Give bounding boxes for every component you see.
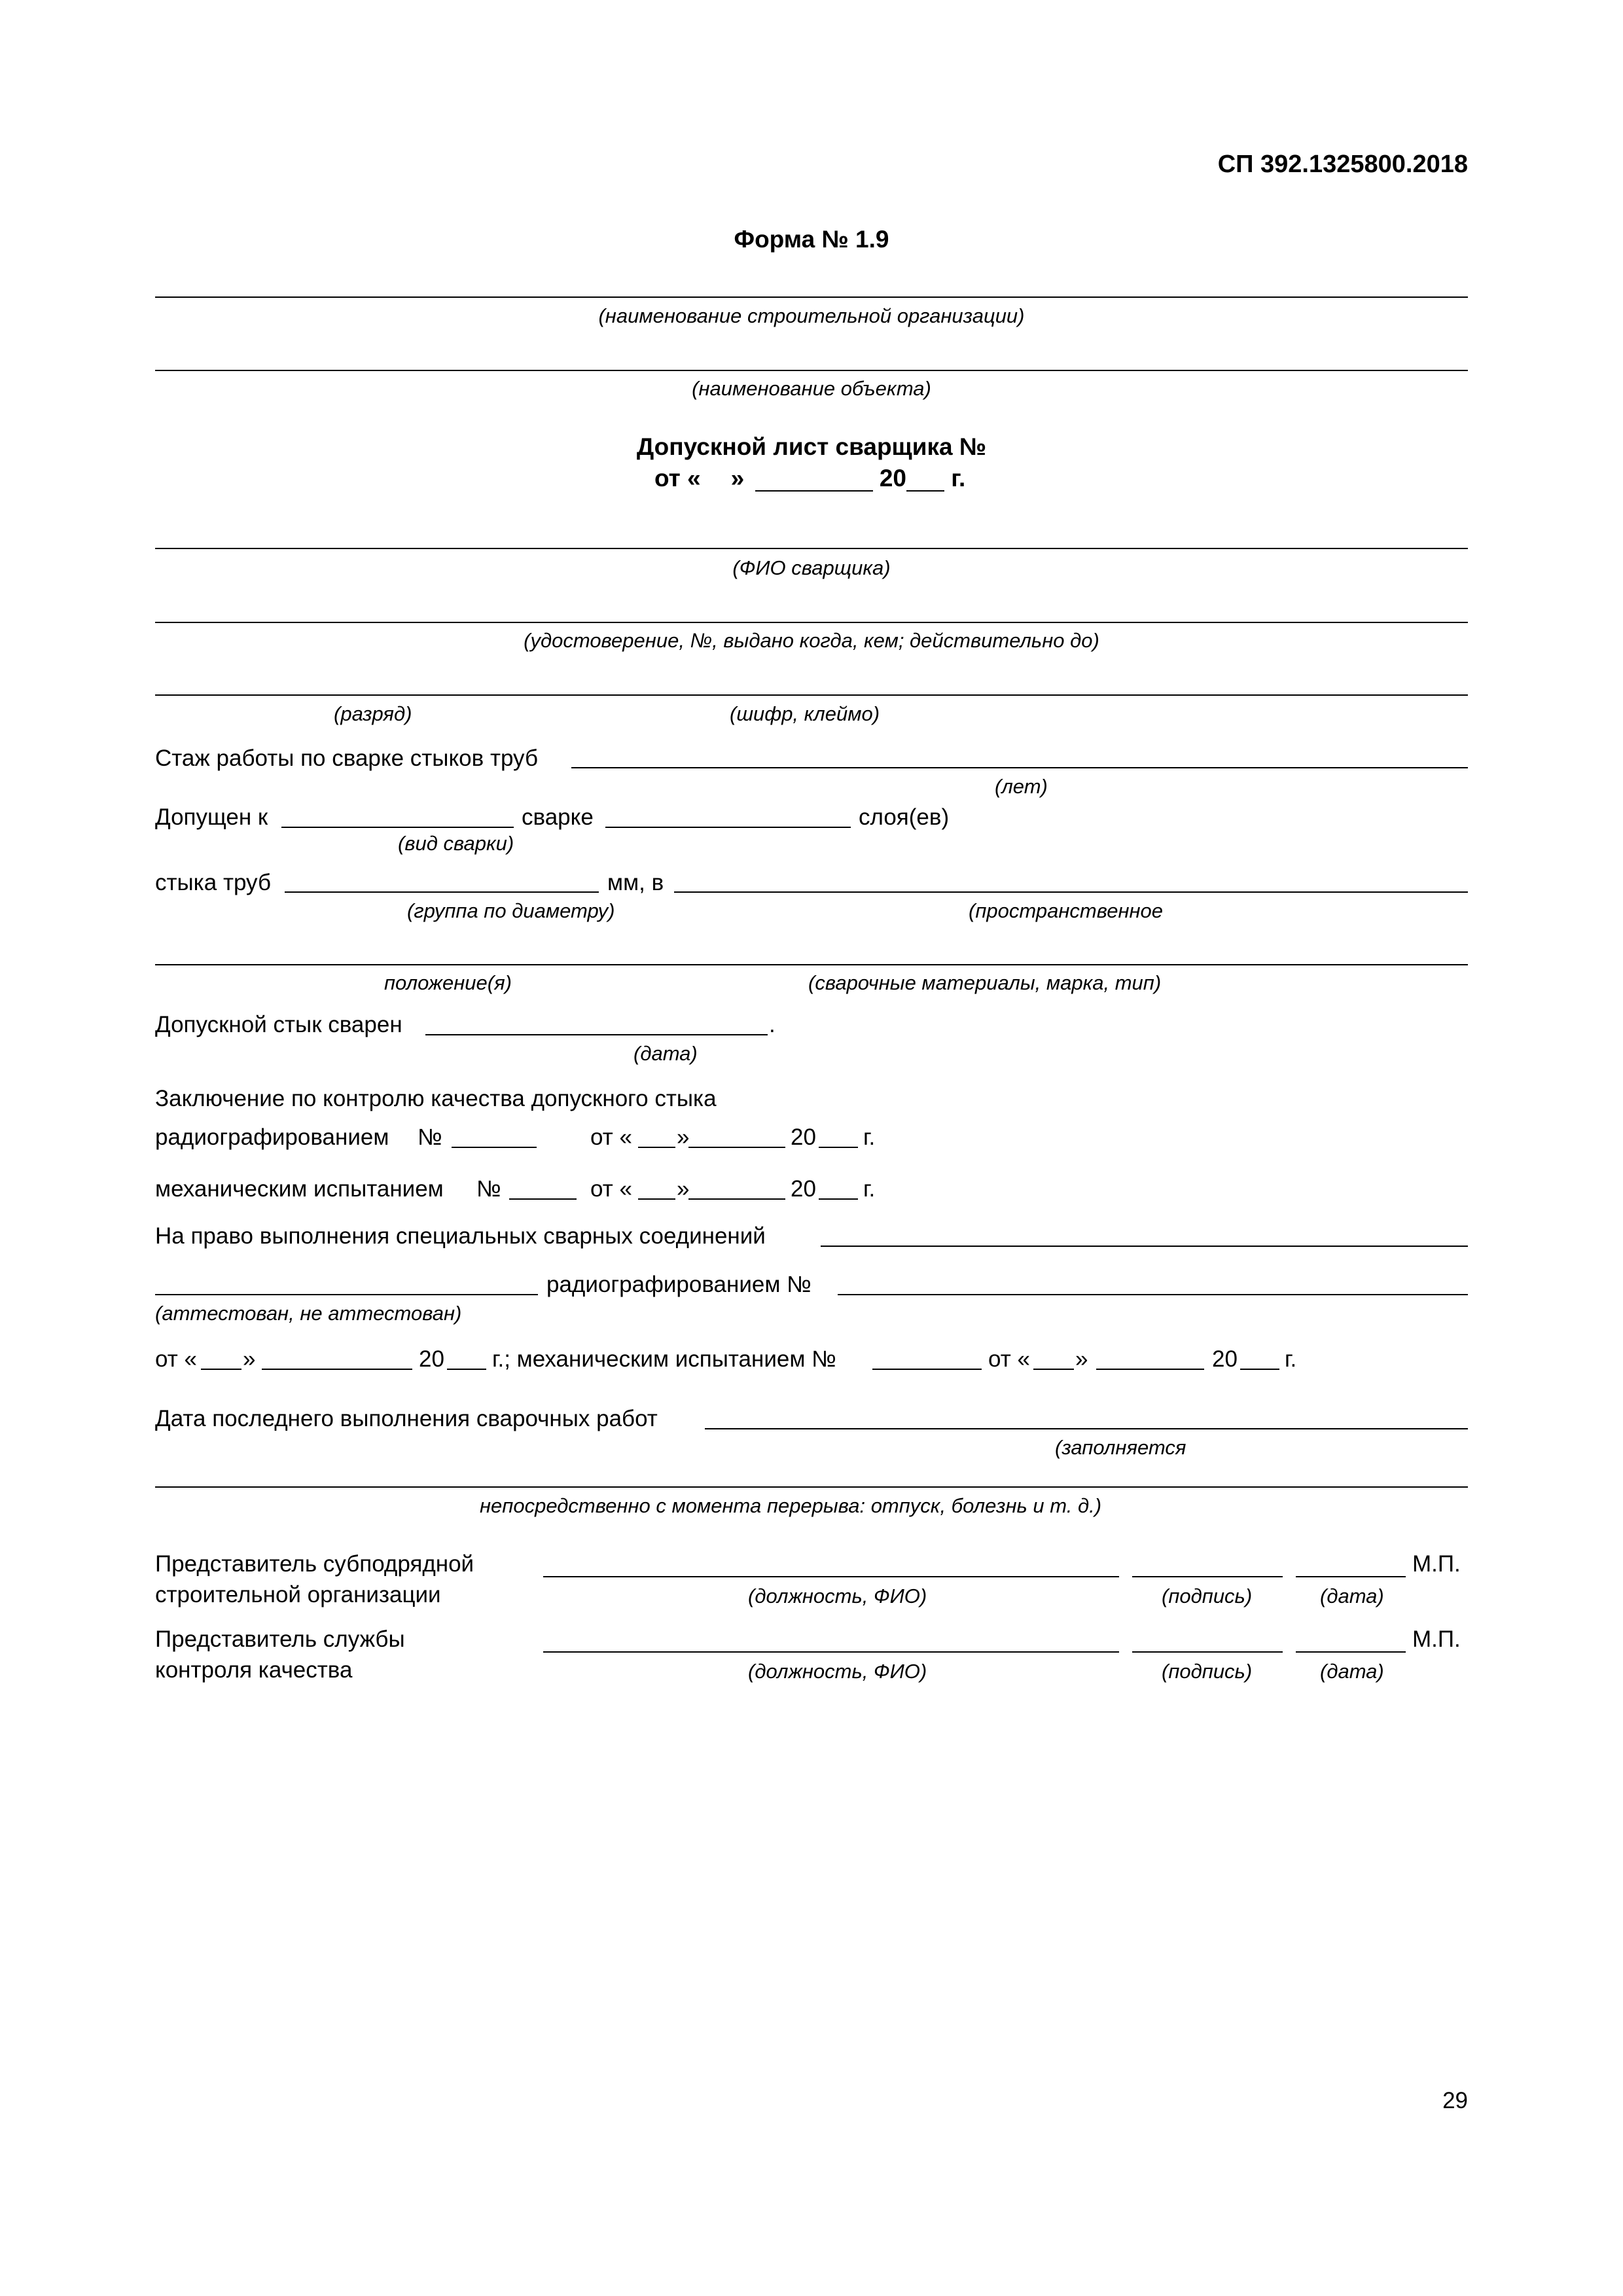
grade-cipher-line[interactable] [155, 694, 1468, 696]
radiography-num-field[interactable] [452, 1147, 537, 1148]
form-number: Форма № 1.9 [734, 226, 889, 253]
rep2-date-field[interactable] [1296, 1651, 1406, 1653]
rep2-position-caption: (должность, ФИО) [748, 1660, 927, 1683]
rep2-line2: контроля качества [155, 1657, 353, 1683]
row2-g: г. [1285, 1346, 1297, 1372]
row-year: 20 [419, 1346, 444, 1372]
position-materials-line[interactable] [155, 964, 1468, 965]
last-date-field[interactable] [705, 1428, 1468, 1429]
attested-field[interactable] [155, 1294, 538, 1295]
experience-label: Стаж работы по сварке стыков труб [155, 745, 538, 771]
doc-g: г. [951, 465, 966, 492]
row2-month-field[interactable] [1096, 1369, 1204, 1370]
mechanical-num-sign: № [476, 1176, 501, 1202]
welding-label: сварке [522, 804, 594, 830]
rep2-line1: Представитель службы [155, 1626, 405, 1652]
mechanical-label: механическим испытанием [155, 1176, 444, 1202]
joint-period: . [769, 1012, 776, 1037]
special-right-field[interactable] [821, 1246, 1468, 1247]
radiography-month-field[interactable] [688, 1147, 785, 1148]
rep2-position-field[interactable] [543, 1651, 1119, 1653]
doc-year-field[interactable] [906, 466, 944, 492]
doc-month-field[interactable] [755, 466, 873, 492]
radiography-quote: » [677, 1124, 690, 1150]
doc-date-quote: » [730, 465, 745, 492]
joint-date-caption: (дата) [633, 1042, 698, 1065]
radiography-num-label: радиографированием № [546, 1272, 812, 1297]
layers-label: слоя(ев) [859, 804, 950, 830]
rep2-seal: М.П. [1412, 1626, 1461, 1652]
row-ot: от « [155, 1346, 197, 1372]
rep1-position-caption: (должность, ФИО) [748, 1585, 927, 1607]
mechanical-day-field[interactable] [638, 1198, 675, 1200]
rep2-signature-field[interactable] [1132, 1651, 1283, 1653]
experience-field[interactable] [571, 767, 1468, 768]
rep2-date-caption: (дата) [1320, 1660, 1384, 1683]
admitted-label: Допущен к [155, 804, 268, 830]
row-mechanical-label: г.; механическим испытанием № [492, 1346, 836, 1372]
row2-year-field[interactable] [1240, 1369, 1279, 1370]
rep1-seal: М.П. [1412, 1551, 1461, 1577]
weld-layers-field[interactable] [605, 827, 851, 828]
row2-year: 20 [1212, 1346, 1238, 1372]
rep1-position-field[interactable] [543, 1576, 1119, 1577]
radiography-ot: от « [590, 1124, 632, 1150]
interruption-line[interactable] [155, 1486, 1468, 1488]
welder-name-caption: (ФИО сварщика) [732, 556, 891, 579]
mechanical-num-field[interactable] [509, 1198, 577, 1200]
radiography-year: 20 [791, 1124, 816, 1150]
doc-year: 20 [879, 465, 906, 492]
certificate-line[interactable] [155, 622, 1468, 623]
materials-caption: (сварочные материалы, марка, тип) [808, 971, 1162, 994]
weld-type-field[interactable] [281, 827, 514, 828]
standard-code: СП 392.1325800.2018 [1217, 151, 1468, 178]
special-right-label: На право выполнения специальных сварных соединений [155, 1223, 766, 1249]
mechanical-quote: » [677, 1176, 690, 1202]
joint-welded-label: Допускной стык сварен [155, 1012, 402, 1037]
rep2-signature-caption: (подпись) [1162, 1660, 1253, 1683]
radiography-year-field[interactable] [819, 1147, 858, 1148]
rep1-line2: строительной организации [155, 1582, 441, 1607]
radiography-label: радиографированием [155, 1124, 389, 1150]
position-caption: положение(я) [384, 971, 512, 994]
doc-title: Допускной лист сварщика № [636, 433, 987, 460]
object-name-line[interactable] [155, 370, 1468, 371]
conclusion-label: Заключение по контролю качества допускного стыка [155, 1086, 717, 1111]
filled-caption: (заполняется [1055, 1436, 1186, 1459]
page-number: 29 [1442, 2088, 1468, 2113]
mechanical-ot: от « [590, 1176, 632, 1202]
rep1-signature-caption: (подпись) [1162, 1585, 1253, 1607]
rep1-signature-field[interactable] [1132, 1576, 1283, 1577]
mechanical-g: г. [863, 1176, 876, 1202]
row2-quote: » [1075, 1346, 1088, 1372]
radiography-num-long-field[interactable] [838, 1294, 1468, 1295]
welder-name-line[interactable] [155, 548, 1468, 549]
doc-date-row [654, 466, 965, 492]
doc-date-ot: от « [654, 465, 701, 492]
last-date-label: Дата последнего выполнения сварочных работ [155, 1406, 658, 1431]
cipher-caption: (шифр, клеймо) [730, 702, 880, 725]
rep1-date-caption: (дата) [1320, 1585, 1384, 1607]
interruption-caption: непосредственно с момента перерыва: отпуск, болезнь и т. д.) [480, 1494, 1102, 1517]
row-day-field[interactable] [201, 1369, 241, 1370]
org-name-caption: (наименование строительной организации) [598, 304, 1025, 327]
row-year-field[interactable] [447, 1369, 486, 1370]
row-month-field[interactable] [262, 1369, 412, 1370]
joint-date-field[interactable] [425, 1034, 768, 1035]
row2-day-field[interactable] [1033, 1369, 1074, 1370]
rep1-line1: Представитель субподрядной [155, 1551, 474, 1577]
rep1-date-field[interactable] [1296, 1576, 1406, 1577]
weld-type-caption: (вид сварки) [398, 832, 514, 855]
mechanical-year-field[interactable] [819, 1198, 858, 1200]
radiography-num-sign: № [418, 1124, 442, 1150]
certificate-caption: (удостоверение, №, выдано когда, кем; действительно до) [524, 629, 1099, 652]
spatial-caption: (пространственное [969, 899, 1164, 922]
mechanical-month-field[interactable] [688, 1198, 785, 1200]
pipe-joint-label: стыка труб [155, 870, 271, 895]
row-mechanical-num-field[interactable] [872, 1369, 982, 1370]
radiography-g: г. [863, 1124, 876, 1150]
grade-caption: (разряд) [334, 702, 412, 725]
years-caption: (лет) [995, 775, 1048, 798]
row-quote: » [243, 1346, 256, 1372]
row2-ot: от « [988, 1346, 1030, 1372]
radiography-day-field[interactable] [638, 1147, 675, 1148]
spatial-field[interactable] [674, 891, 1468, 893]
mechanical-year: 20 [791, 1176, 816, 1202]
attested-caption: (аттестован, не аттестован) [155, 1302, 462, 1325]
diameter-caption: (группа по диаметру) [407, 899, 615, 922]
mm-label: мм, в [607, 870, 664, 895]
object-name-caption: (наименование объекта) [692, 377, 931, 400]
org-name-line[interactable] [155, 296, 1468, 298]
diameter-field[interactable] [285, 891, 599, 893]
